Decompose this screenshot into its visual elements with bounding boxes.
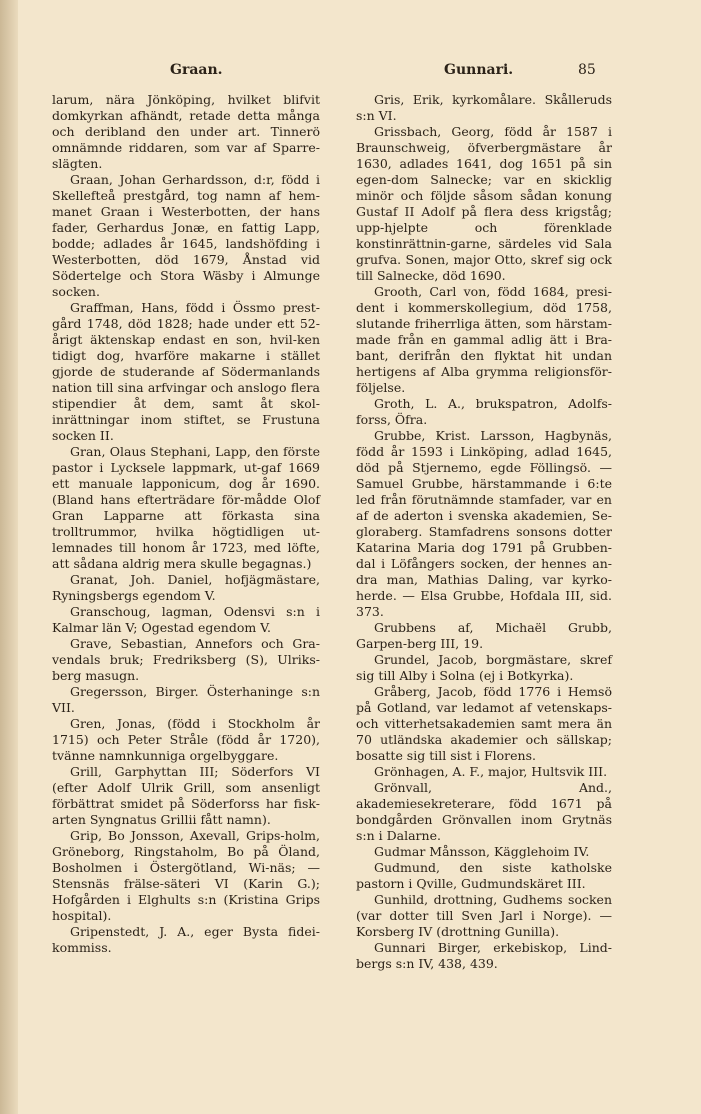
entry-paragraph: Groth, L. A., brukspatron, Adolfs-forss, Öfra. xyxy=(356,396,612,427)
entry-paragraph: Gris, Erik, kyrkomålare. Skålleruds s:n VI. xyxy=(356,92,612,123)
entry-paragraph: Gudmund, den siste katholske pastorn i Qville, Gudmundskäret III. xyxy=(356,860,612,891)
page-number: 85 xyxy=(578,62,596,78)
entry-paragraph: Grissbach, Georg, född år 1587 i Braunschweig, öfverbergmästare år 1630, adlades 1641, dog 1651 på sin egen-dom Salnecke; var en skicklig minör och följde såsom sådan konung Gustaf II Adolf på flera dess krigståg; upp-hjelpte och förenklade konstinrättnin-garne, särdeles vid Sala grufva. Sonen, major Otto, skref sig ock till Salnecke, död 1690. xyxy=(356,124,612,283)
entry-paragraph: Grubbens af, Michaël Grubb, Garpen-berg III, 19. xyxy=(356,620,612,651)
header-right-word: Gunnari. xyxy=(444,62,514,78)
entry-paragraph: Gunnari Birger, erkebiskop, Lind-bergs s:n IV, 438, 439. xyxy=(356,940,612,971)
entry-paragraph: Grundel, Jacob, borgmästare, skref sig till Alby i Solna (ej i Botkyrka). xyxy=(356,652,612,683)
entry-paragraph: Gregersson, Birger. Österhaninge s:n VII. xyxy=(52,684,320,715)
entry-paragraph: Gråberg, Jacob, född 1776 i Hemsö på Gotland, var ledamot af vetenskaps-och vitterhetsakademien samt mera än 70 utländska akademier och sällskap; bosatte sig till sist i Florens. xyxy=(356,684,612,763)
entry-paragraph: Graan, Johan Gerhardsson, d:r, född i Skellefteå prestgård, tog namn af hem-manet Graan i Westerbotten, der hans fader, Gerhardus Jonæ, en fattig Lapp, bodde; adlades år 1645, landshöfding i Westerbotten, död 1679, Ånstad vid Södertelge och Stora Wäsby i Almunge socken. xyxy=(52,172,320,299)
entry-paragraph: Gripenstedt, J. A., eger Bysta fidei-kommiss. xyxy=(52,924,320,955)
entry-paragraph: Granat, Joh. Daniel, hofjägmästare, Ryningsbergs egendom V. xyxy=(52,572,320,603)
entry-paragraph: Gren, Jonas, (född i Stockholm år 1715) och Peter Stråle (född år 1720), tvänne namnkunniga orgelbyggare. xyxy=(52,716,320,763)
right-column xyxy=(356,92,612,972)
entry-paragraph: Grooth, Carl von, född 1684, presi-dent i kommerskollegium, död 1758, slutande friherrliga ätten, som härstam-made från en gammal adlig ätt i Bra-bant, derifrån den flyktat hit undan hertigens af Alba grymma religionsför-följelse. xyxy=(356,284,612,395)
entry-paragraph: Grill, Garphyttan III; Söderfors VI (efter Adolf Ulrik Grill, som ansenligt förbättrat smidet på Söderforss har fisk-arten Syngnatus Grillii fått namn). xyxy=(52,764,320,827)
entry-paragraph: Gunhild, drottning, Gudhems socken (var dotter till Sven Jarl i Norge). — Korsberg IV (drottning Gunilla). xyxy=(356,892,612,939)
entry-paragraph: Granschoug, lagman, Odensvi s:n i Kalmar län V; Ogestad egendom V. xyxy=(52,604,320,635)
entry-paragraph: larum, nära Jönköping, hvilket blifvit domkyrkan afhändt, retade detta många och deribland den under art. Tinnerö omnämnde riddaren, som var af Sparre-slägten. xyxy=(52,92,320,171)
entry-paragraph: Grubbe, Krist. Larsson, Hagbynäs, född år 1593 i Linköping, adlad 1645, död på Stjernemo, egde Föllingsö. — Samuel Grubbe, härstammande i 6:te led från förutnämnde stamfader, var en af de aderton i svenska akademien, Se-gloraberg. Stamfadrens sonsons dotter Katarina Maria dog 1791 på Grubben-dal i Löfångers socken, der hennes an-dra man, Mathias Daling, var kyrko-herde. — Elsa Grubbe, Hofdala III, sid. 373. xyxy=(356,428,612,619)
page-edge xyxy=(0,0,18,1114)
entry-paragraph: Grip, Bo Jonsson, Axevall, Grips-holm, Gröneborg, Ringstaholm, Bo på Öland, Bosholmen i Östergötland, Wi-näs; — Stensnäs frälse-säteri VI (Karin G.); Hofgården i Elghults s:n (Kristina Grips hospital). xyxy=(52,828,320,923)
entry-paragraph: Graffman, Hans, född i Össmo prest-gård 1748, död 1828; hade under ett 52-årigt äktenskap endast en son, hvil-ken tidigt dog, hvarföre makarne i stället gjorde de studerande af Södermanlands nation till sina arfvingar och anslogo flera stipendier åt dem, samt åt skol-inrättningar inom stiftet, se Frustuna socken II. xyxy=(52,300,320,443)
entry-paragraph: Grönvall, And., akademiesekreterare, född 1671 på bondgården Grönvallen inom Grytnäs s:n i Dalarne. xyxy=(356,780,612,843)
left-column xyxy=(52,92,320,956)
running-header xyxy=(52,62,612,84)
entry-paragraph: Grönhagen, A. F., major, Hultsvik III. xyxy=(374,764,608,779)
entry-paragraph: Gran, Olaus Stephani, Lapp, den förste pastor i Lycksele lappmark, ut-gaf 1669 ett manuale lapponicum, dog år 1690. (Bland hans efterträdare för-mådde Olof Gran Lapparne att förkasta sina trolltrummor, hvilka högtidligen ut-lemnades till honom år 1723, med löfte, att sådana aldrig mera skulle begagnas.) xyxy=(52,444,320,571)
header-left-word: Graan. xyxy=(170,62,223,78)
entry-paragraph: Grave, Sebastian, Annefors och Gra-vendals bruk; Fredriksberg (S), Ulriks-berg masugn. xyxy=(52,636,320,683)
entry-paragraph: Gudmar Månsson, Kägglehoim IV. xyxy=(374,844,590,859)
